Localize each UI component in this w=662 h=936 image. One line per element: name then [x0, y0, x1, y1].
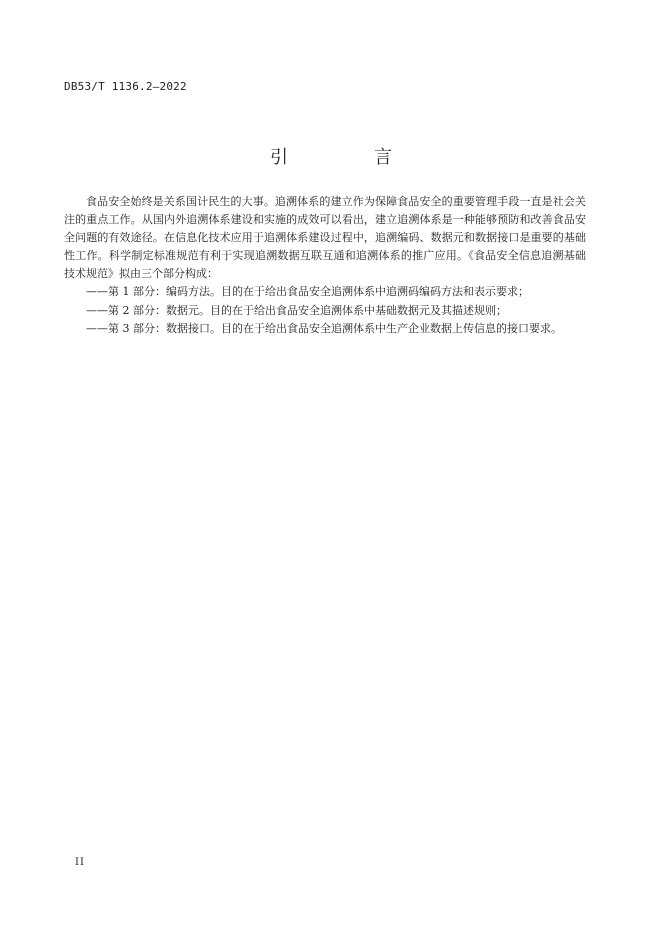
part-list-item: ——第 3 部分：数据接口。目的在于给出食品安全追溯体系中生产企业数据上传信息的接口要求。	[86, 321, 562, 335]
document-code: DB53/T 1136.2—2022	[64, 80, 187, 93]
part-list-item: ——第 1 部分：编码方法。目的在于给出食品安全追溯体系中追溯码编码方法和表示要求；	[86, 285, 529, 299]
page-title: 引 言	[270, 147, 426, 168]
page-number: II	[75, 857, 85, 868]
introduction-body	[64, 193, 586, 338]
part-list-item: ——第 2 部分：数据元。目的在于给出食品安全追溯体系中基础数据元及其描述规则；	[86, 303, 507, 317]
intro-paragraph: 食品安全始终是关系国计民生的大事。追溯体系的建立作为保障食品安全的重要管理手段一直是社会关注的重点工作。从国内外追溯体系建设和实施的成效可以看出，建立追溯体系是一种能够预防和改善食品安全问题的有效途径。在信息化技术应用于追溯体系建设过程中，追溯编码、数据元和数据接口是重要的基础性工作。科学制定标准规范有利于实现追溯数据互联互通和追溯体系的推广应用。《食品安全信息追溯基础技术规范》拟由三个部分构成：	[64, 195, 586, 281]
